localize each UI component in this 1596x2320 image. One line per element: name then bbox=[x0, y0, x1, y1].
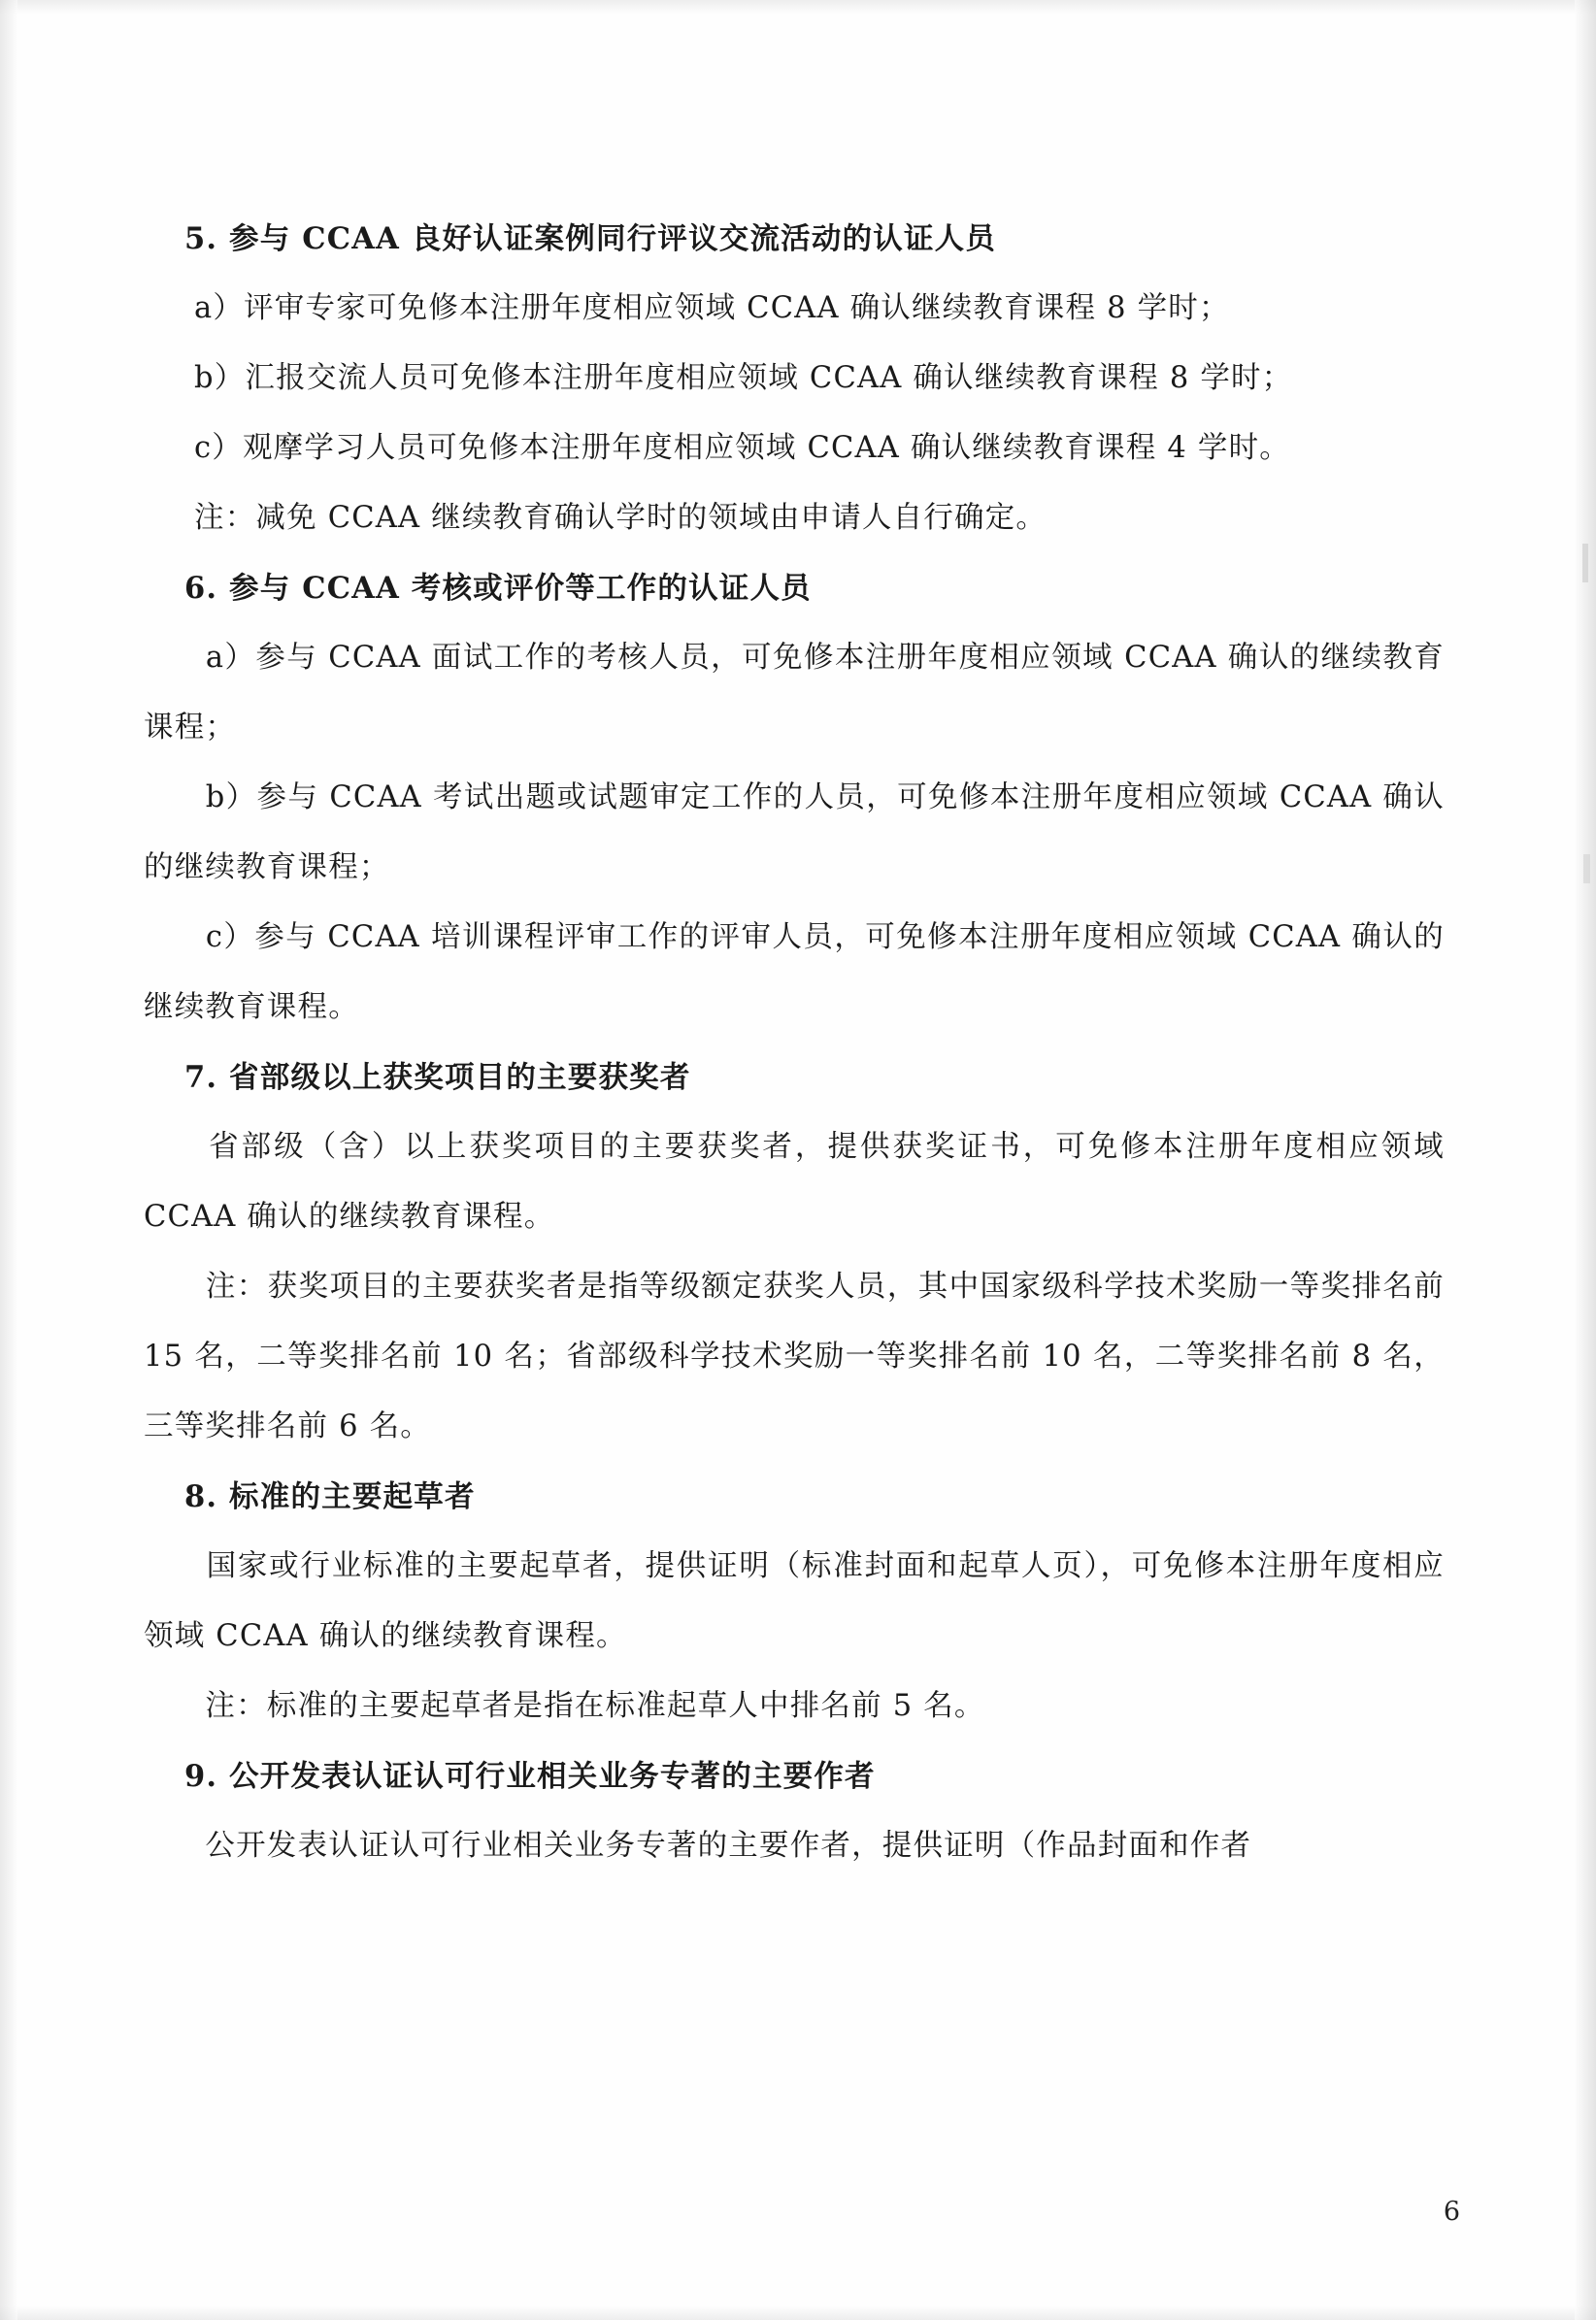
page-number: 6 bbox=[1443, 2197, 1460, 2227]
note-7: 注：获奖项目的主要获奖者是指等级额定获奖人员，其中国家级科学技术奖励一等奖排名前 15 名，二等奖排名前 10 名；省部级科学技术奖励一等奖排名前 10 名，二等奖排名前 8 名，三等奖排名前 6 名。 bbox=[144, 1270, 1455, 1443]
page-edge-bottom bbox=[0, 2306, 1596, 2320]
paragraph-7: 省部级（含）以上获奖项目的主要获奖者，提供获奖证书，可免修本注册年度相应领域 CCAA 确认的继续教育课程。 bbox=[144, 1130, 1455, 1234]
paragraph-5b: b）汇报交流人员可免修本注册年度相应领域 CCAA 确认继续教育课程 8 学时； bbox=[194, 361, 1293, 395]
section-heading-7: 7. 省部级以上获奖项目的主要获奖者 bbox=[184, 1060, 691, 1095]
page-edge-left bbox=[0, 0, 17, 2320]
note-8: 注：标准的主要起草者是指在标准起草人中排名前 5 名。 bbox=[144, 1689, 985, 1723]
page-margin-mark bbox=[1583, 854, 1590, 883]
section-heading-6: 6. 参与 CCAA 考核或评价等工作的认证人员 bbox=[184, 571, 812, 606]
paragraph-6c: c）参与 CCAA 培训课程评审工作的评审人员，可免修本注册年度相应领域 CCAA 确认的继续教育课程。 bbox=[144, 920, 1445, 1024]
document-body bbox=[144, 204, 1455, 1881]
section-heading-5: 5. 参与 CCAA 良好认证案例同行评议交流活动的认证人员 bbox=[184, 221, 997, 256]
paragraph-6b: b）参与 CCAA 考试出题或试题审定工作的人员，可免修本注册年度相应领域 CCAA 确认的继续教育课程； bbox=[144, 780, 1445, 884]
paragraph-5c: c）观摩学习人员可免修本注册年度相应领域 CCAA 确认继续教育课程 4 学时。 bbox=[194, 431, 1290, 465]
page-margin-mark bbox=[1582, 544, 1588, 582]
page-edge-right bbox=[1575, 0, 1596, 2320]
paragraph-9: 公开发表认证认可行业相关业务专著的主要作者，提供证明（作品封面和作者 bbox=[144, 1829, 1252, 1863]
paragraph-5a: a）评审专家可免修本注册年度相应领域 CCAA 确认继续教育课程 8 学时； bbox=[194, 291, 1230, 325]
section-heading-8: 8. 标准的主要起草者 bbox=[184, 1479, 476, 1514]
section-heading-9: 9. 公开发表认证认可行业相关业务专著的主要作者 bbox=[184, 1759, 876, 1794]
paragraph-6a: a）参与 CCAA 面试工作的考核人员，可免修本注册年度相应领域 CCAA 确认的继续教育课程； bbox=[144, 641, 1445, 745]
page-edge-top bbox=[0, 0, 1596, 14]
note-5: 注：减免 CCAA 继续教育确认学时的领域由申请人自行确定。 bbox=[194, 501, 1047, 535]
paragraph-8: 国家或行业标准的主要起草者，提供证明（标准封面和起草人页），可免修本注册年度相应领域 CCAA 确认的继续教育课程。 bbox=[144, 1549, 1445, 1653]
